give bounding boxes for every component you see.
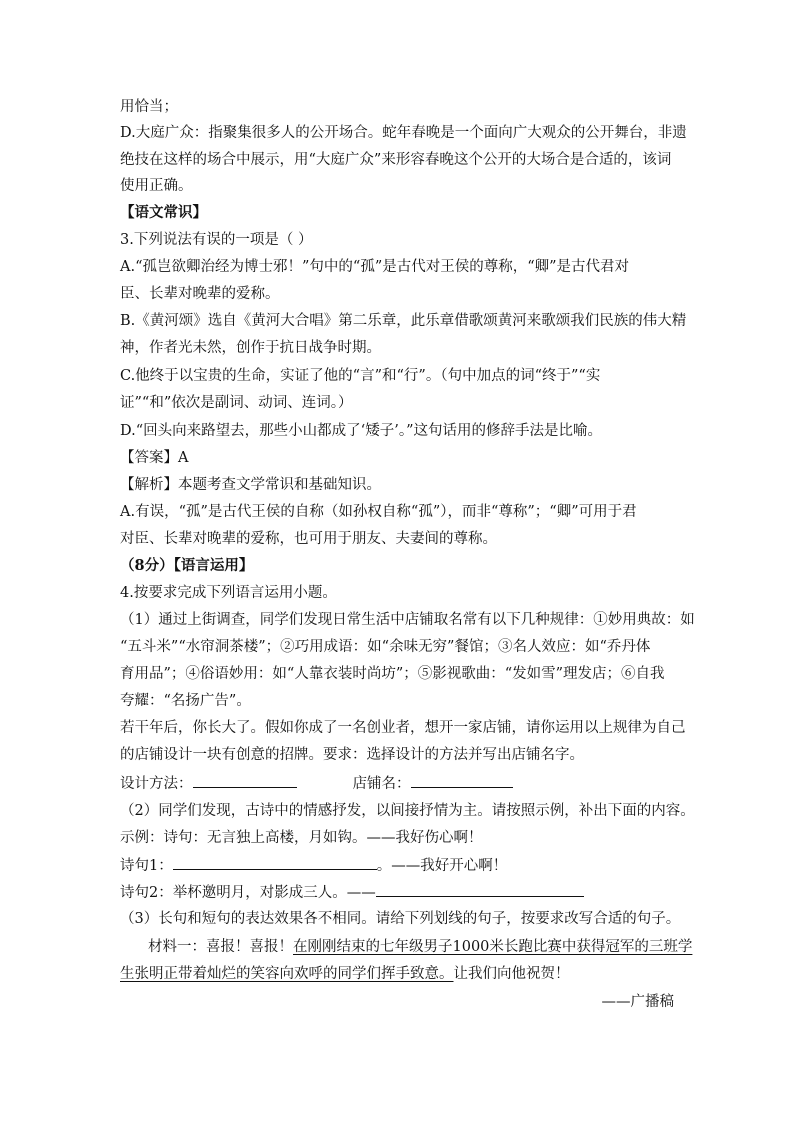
- poem-2-text: 诗句2：举杯邀明月，对影成三人。——: [120, 885, 376, 901]
- poem-line-1: [120, 855, 507, 876]
- text-line: A.有误，“孤”是古代王侯的自称（如孙权自称“孤”），而非“尊称”；“卿”可用于君: [120, 504, 637, 520]
- example-line: 示例：诗句：无言独上高楼，月如钩。——我好伤心啊！: [120, 830, 483, 846]
- section-heading-literary-knowledge: 【语文常识】: [120, 204, 207, 221]
- text-line: 夸耀：“名扬广告”。: [120, 693, 251, 709]
- subquestion-1: （1）通过上街调查，同学们发现日常生活中店铺取名常有以下几种规律：①妙用典故：如: [120, 612, 695, 628]
- option-d: D.“回头向来路望去，那些小山都成了‘矮子’。”这句话用的修辞手法是比喻。: [120, 423, 603, 439]
- option-d-explanation: D.大庭广众：指聚集很多人的公开场合。蛇年春晚是一个面向广大观众的公开舞台，非遗: [120, 125, 687, 141]
- section-heading-language-use: （8分）【语言运用】: [120, 557, 254, 574]
- text-line: 对臣、长辈对晚辈的爱称，也可用于朋友、夫妻间的尊称。: [120, 531, 497, 547]
- design-method-label: 设计方法：: [120, 776, 193, 792]
- text-line: 证”“和”依次是副词、动词、连词。）: [120, 395, 353, 411]
- material-line-1: [148, 937, 692, 957]
- text-line: 绝技在这样的场合中展示，用“大庭广众”来形容春晚这个公开的大场合是合适的，该词: [120, 152, 672, 168]
- poem-1-blank[interactable]: [173, 855, 377, 870]
- text-line: 臣、长辈对晚辈的爱称。: [120, 286, 280, 302]
- underlined-sentence-part2: 生张明正带着灿烂的笑容向欢呼的同学们挥手致意。: [120, 966, 454, 982]
- text-line: 用恰当；: [120, 99, 178, 115]
- design-method-blank[interactable]: [193, 773, 297, 788]
- answer-line: 【答案】A: [120, 450, 189, 466]
- subquestion-3: （3）长句和短句的表达效果各不相同。请给下列划线的句子，按要求改写合适的句子。: [120, 911, 681, 927]
- poem-1-suffix: 。——我好开心啊！: [376, 858, 508, 874]
- shop-name-blank[interactable]: [411, 773, 513, 788]
- source-attribution: ——广播稿: [601, 994, 674, 1010]
- poem-2-blank[interactable]: [376, 882, 584, 897]
- text-line: 神，作者光未然，创作于抗日战争时期。: [120, 340, 381, 356]
- poem-line-2: [120, 882, 584, 903]
- text-line: 使用正确。: [120, 178, 193, 194]
- material-ending: 让我们向他祝贺！: [453, 966, 570, 982]
- option-c: C.他终于以宝贵的生命，实证了他的“言”和“行”。（句中加点的词“终于”“实: [120, 368, 601, 384]
- question-3: 3.下列说法有误的一项是（ ）: [120, 232, 313, 248]
- subquestion-2: （2）同学们发现，古诗中的情感抒发，以间接抒情为主。请按照示例，补出下面的内容。: [120, 803, 695, 819]
- analysis-line: 【解析】本题考查文学常识和基础知识。: [120, 477, 381, 493]
- poem-1-label: 诗句1：: [120, 858, 173, 874]
- question-4: 4.按要求完成下列语言运用小题。: [120, 585, 337, 601]
- text-line: “五斗米”“水帘洞茶楼”；②巧用成语：如“余味无穷”餐馆；③名人效应：如“乔丹体: [120, 639, 651, 655]
- text-line: 育用品”；④俗语妙用：如“人靠衣装时尚坊”；⑤影视歌曲：“发如雪”理发店；⑥自我: [120, 666, 665, 682]
- design-fill-line: [120, 773, 513, 794]
- option-a: A.“孤岂欲卿治经为博士邪！”句中的“孤”是古代对王侯的尊称，“卿”是古代君对: [120, 259, 630, 275]
- underlined-sentence-part1: 在刚刚结束的七年级男子1000米长跑比赛中获得冠军的三班学: [293, 939, 693, 955]
- text-line: 的店铺设计一块有创意的招牌。要求：选择设计的方法并写出店铺名字。: [120, 747, 584, 763]
- shop-name-label: 店铺名：: [352, 776, 411, 792]
- material-label: 材料一：喜报！喜报！: [148, 939, 293, 955]
- text-line: 若干年后，你长大了。假如你成了一名创业者，想开一家店铺，请你运用以上规律为自己: [120, 720, 686, 736]
- option-b: B.《黄河颂》选自《黄河大合唱》第二乐章，此乐章借歌颂黄河来歌颂我们民族的伟大精: [120, 313, 687, 329]
- material-line-2: [120, 964, 570, 984]
